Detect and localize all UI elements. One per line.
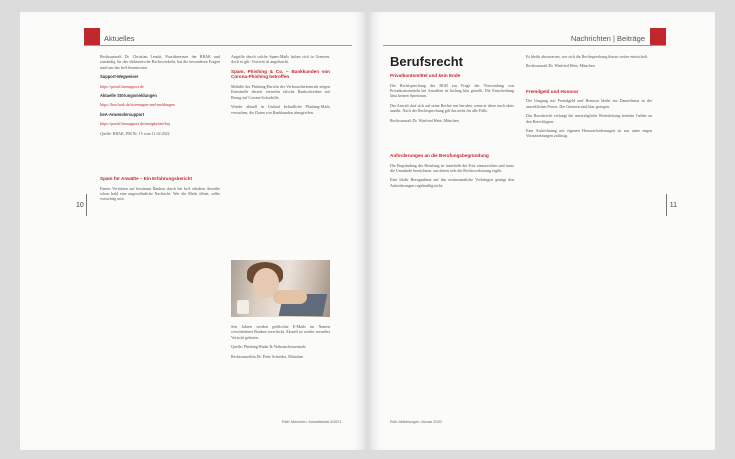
r-col2-text-2: Der Umgang mit Fremdgeld und Honorar bleibt ein Dauerthema in der anwaltlichen Praxis. Die Grenzen sind klar gezogen. bbox=[526, 98, 652, 109]
r-col1-text-1: Die Rechtsprechung des BGH zur Frage der Verwendung von Privatkontomitteln bei Anwälten ist bislang klar gestellt. Die Entscheidung lässt keinen Spielraum. bbox=[390, 82, 514, 99]
right-page bbox=[368, 12, 715, 450]
left-page bbox=[20, 12, 367, 450]
col2-text-4: Seit Jahren werden gefälschte E-Mails im Namen verschiedener Banken verschickt. Aktuell ist wieder vermehrt Vorsicht geboten. bbox=[231, 324, 330, 340]
privatkonto-heading: Privatkontomittel und kein Ende bbox=[390, 73, 461, 78]
left-page-number: 10 bbox=[76, 202, 84, 209]
left-column-2 bbox=[231, 54, 330, 254]
r-col1-text-2: Der Anwalt darf sich auf seine Rechte nur berufen, wenn er diese auch aktiv ausübt. Nach der Rechtsprechung gilt das nicht für alle Fälle. bbox=[390, 102, 514, 114]
intro-text: Rechtsanwalt Dr. Christian Lenski, Praxisbetreuer der RRAK und zuständig für das elektronische Rechtsverkehr, hat die besonderen Fragen rund um das beA beantwortet. bbox=[100, 54, 220, 70]
fremdgeld-heading: Fremdgeld und Honorar bbox=[526, 88, 579, 94]
right-header-accent-tab bbox=[650, 28, 666, 46]
r-col2-text-1: Es bleibt abzuwarten, wie sich die Rechtsprechung hierzu weiter entwickelt. bbox=[526, 54, 649, 59]
stoerung-heading: Aktuelle Störungsmeldungen bbox=[100, 93, 157, 99]
support-link[interactable]: https://portal.beasupport.de bbox=[100, 83, 144, 89]
right-header-rule bbox=[383, 45, 666, 46]
r-col2-text-4: Eine Aufrechnung mit eigenen Honorarforderungen ist nur unter engen Voraussetzungen zulässig. bbox=[526, 128, 652, 139]
right-column-2 bbox=[526, 54, 652, 414]
r-col2-text-3: Das Berufsrecht verlangt die unverzügliche Weiterleitung fremder Gelder an den Berechtigten. bbox=[526, 113, 652, 124]
r-col1-author: Rechtsanwalt Dr. Winfried Hein, München bbox=[390, 117, 459, 123]
faq-heading: beA-Anwendersupport bbox=[100, 111, 145, 117]
right-column-1 bbox=[390, 54, 514, 414]
spam-heading: Spam für Anwälte – Ein Erfahrungsbericht bbox=[100, 176, 192, 182]
left-footer: RAK München: Anwaltsblatt 4/2021 bbox=[282, 420, 342, 424]
section-title: Berufsrecht bbox=[390, 54, 463, 69]
right-footer: RAK-Mitteilungen Januar 2020 bbox=[390, 420, 442, 424]
r-col2-author: Rechtsanwalt Dr. Winfried Hein, München bbox=[526, 63, 595, 69]
left-column-1 bbox=[100, 54, 220, 414]
col2-source: Quelle: Phishing-Radar & Verbraucherzentrale bbox=[231, 344, 306, 350]
right-page-number: 11 bbox=[669, 202, 677, 209]
right-page-header: Nachrichten | Beiträge bbox=[570, 34, 645, 43]
woman-laptop-photo bbox=[231, 260, 330, 317]
magazine-spread bbox=[20, 12, 715, 450]
left-header-accent-tab bbox=[84, 28, 100, 46]
stoerung-link[interactable]: https://bea.brak.de/stoerungen-und-meldungen bbox=[100, 102, 175, 108]
berufung-heading: Anforderungen an die Berufungsbegründung bbox=[390, 153, 489, 159]
spam-text: Einem Verfahren auf bestimmt Banken durch bei beA erhalten Anwälte schon bald eine ungewöhnliche Nachricht. Wer die Mails öffnet, sollte vorsichtig sein. bbox=[100, 185, 220, 202]
left-page-header: Aktuelles bbox=[104, 34, 135, 43]
col2-text-1: Angriffe durch solche Spam-Mails halten sich in Grenzen, doch es gilt: Vorsicht ist angebracht. bbox=[231, 54, 330, 65]
support-heading: Support-Wegweiser bbox=[100, 74, 139, 80]
left-header-rule bbox=[84, 45, 352, 46]
faq-link[interactable]: https://portal.beasupport.de/neuigkeiten/faq bbox=[100, 121, 170, 127]
col2-text-2: Mithilfe der Phishing-Bericht der Verbraucherzentrale zeigen Kriminelle derzeit vermehrt falsche Bankschreiben mit Bezug auf Corona-Soforthilfe. bbox=[231, 84, 330, 100]
source-note: Quelle: BRAK, PM Nr. 15 vom 11.02.2022 bbox=[100, 130, 170, 136]
r-col1-text-3: Die Begründung der Berufung ist innerhalb der Frist einzureichen und muss die Umstände bezeichnen, aus denen sich die Rechtsverletzung ergibt. bbox=[390, 162, 514, 174]
left-side-marker bbox=[86, 194, 87, 216]
right-side-marker bbox=[666, 194, 667, 216]
col2-text-3: Wieder aktuell in Umlauf befindliche Phishing-Mails versuchen, die Daten von Bankkunden abzugreifen. bbox=[231, 104, 330, 115]
phishing-heading: Spam, Phishing & Co. – Bankkunden von Corona-Phishing betroffen bbox=[231, 68, 330, 80]
r-col1-text-4: Eine bloße Bezugnahme auf das erstinstanzliche Vorbringen genügt den Anforderungen regelmäßig nicht. bbox=[390, 177, 514, 188]
left-column-2-lower bbox=[231, 324, 330, 416]
col2-author: Rechtsanwältin Dr. Peter Schröder, München bbox=[231, 353, 304, 359]
